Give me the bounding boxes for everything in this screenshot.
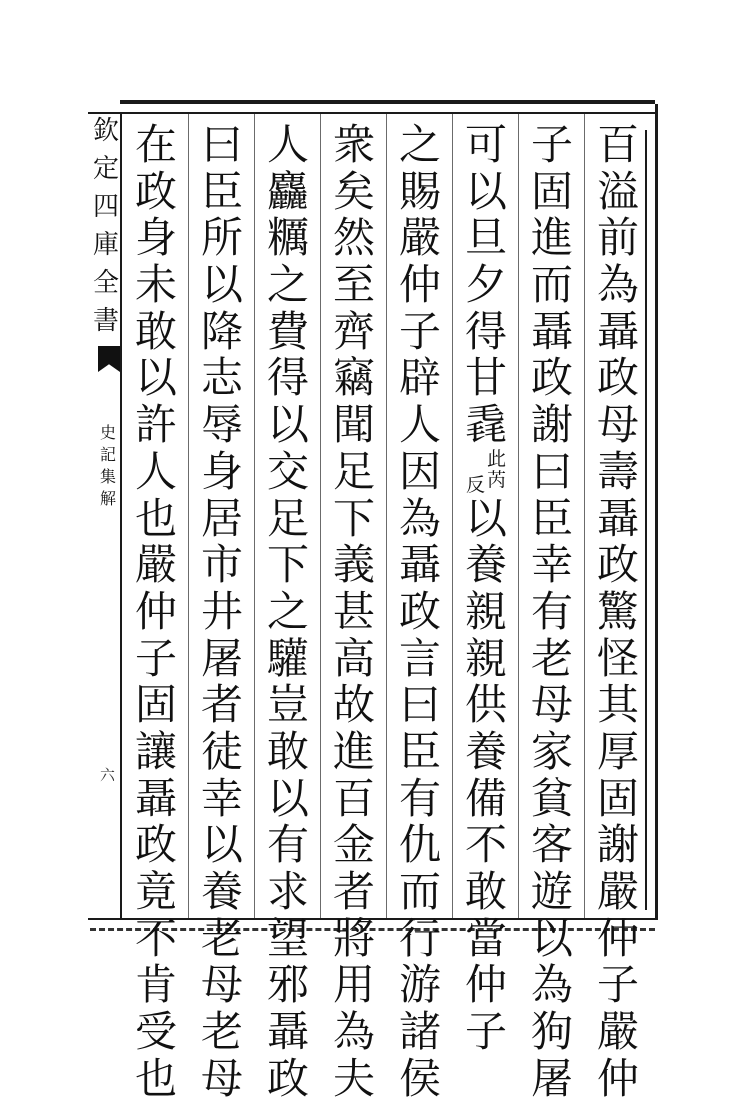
text-character: 徒: [200, 726, 243, 776]
text-character: 養: [464, 540, 507, 590]
inline-annotation: [466, 449, 506, 496]
text-character: 竊: [332, 353, 375, 403]
text-character: 因: [398, 446, 441, 496]
text-character: 故: [332, 680, 375, 730]
text-character: 而: [398, 867, 441, 916]
text-character: 百: [332, 773, 375, 823]
text-character: 未: [134, 260, 177, 310]
text-character: 家: [530, 726, 573, 776]
text-character: 仲: [464, 960, 507, 1010]
text-character: 屠: [200, 633, 243, 683]
text-character: 母: [596, 400, 639, 450]
text-character: 邪: [266, 960, 309, 1010]
text-character: 曰: [200, 120, 243, 169]
text-character: 政: [266, 1053, 309, 1103]
text-character: 者: [332, 867, 375, 916]
text-character: 行: [398, 913, 441, 963]
text-character: 嚴: [134, 540, 177, 590]
text-character: 聶: [596, 493, 639, 543]
text-character: 以: [266, 773, 309, 823]
text-character: 政: [398, 586, 441, 636]
text-character: 用: [332, 960, 375, 1010]
text-character: 以: [200, 260, 243, 310]
text-character: 謝: [596, 820, 639, 870]
text-character: 之: [266, 260, 309, 310]
left-border: [120, 112, 122, 920]
text-character: 固: [134, 680, 177, 730]
text-character: 當: [464, 913, 507, 963]
text-character: 也: [134, 493, 177, 543]
text-character: 政: [530, 353, 573, 403]
text-character: 侯: [398, 1053, 441, 1103]
annotation-right: [487, 449, 506, 496]
text-character: 下: [266, 540, 309, 590]
text-character: 厚: [596, 726, 639, 776]
text-character: 至: [332, 260, 375, 310]
text-character: 貧: [530, 773, 573, 823]
text-character: 親: [464, 633, 507, 683]
text-column-6: [260, 122, 316, 1102]
text-character: 之: [266, 586, 309, 636]
text-column-7: [194, 122, 250, 1102]
margin-book-title: [92, 112, 120, 340]
text-character: 以: [200, 820, 243, 870]
text-character: 母: [200, 1053, 243, 1103]
fishtail-mark: [98, 346, 120, 372]
text-character: 所: [200, 213, 243, 263]
text-column-5: [326, 122, 382, 1102]
text-character: 足: [266, 493, 309, 543]
text-character: 人: [266, 120, 309, 169]
text-character: 母: [530, 680, 573, 730]
text-character: 高: [332, 633, 375, 683]
text-character: 固: [530, 166, 573, 216]
text-character: 進: [530, 213, 573, 263]
annotation-character: 反: [465, 473, 485, 496]
text-character: 市: [200, 540, 243, 590]
text-character: 井: [200, 586, 243, 636]
column-divider: [584, 114, 585, 918]
text-character: 足: [332, 446, 375, 496]
text-character: 老: [200, 913, 243, 963]
text-character: 矣: [332, 166, 375, 216]
text-character: 壽: [596, 446, 639, 496]
text-character: 竟: [134, 867, 177, 916]
text-character: 身: [134, 213, 177, 263]
text-character: 賜: [398, 166, 441, 216]
text-character: 謝: [530, 400, 573, 450]
margin-character: 四: [92, 192, 119, 222]
text-character: 前: [596, 213, 639, 263]
text-character: 為: [398, 493, 441, 543]
text-character: 有: [266, 820, 309, 870]
text-character: 養: [200, 867, 243, 916]
text-character: 臣: [200, 166, 243, 216]
text-character: 夫: [332, 1053, 375, 1103]
text-character: 怪: [596, 633, 639, 683]
text-character: 仇: [398, 820, 441, 870]
text-character: 望: [266, 913, 309, 963]
text-character: 聶: [530, 306, 573, 356]
text-character: 志: [200, 353, 243, 403]
text-character: 辱: [200, 400, 243, 450]
text-character: 屠: [530, 1053, 573, 1103]
margin-character: 記: [99, 445, 116, 464]
text-character: 敢: [266, 726, 309, 776]
text-character: 言: [398, 633, 441, 683]
text-character: 嚴: [596, 1007, 639, 1057]
text-character: 臣: [530, 493, 573, 543]
column-divider: [518, 114, 519, 918]
text-column-3-after: [458, 493, 514, 1057]
text-character: 敢: [464, 867, 507, 916]
text-character: 居: [200, 493, 243, 543]
text-character: 之: [398, 120, 441, 169]
text-character: 不: [134, 913, 177, 963]
text-column-2: [524, 122, 580, 1102]
margin-character: 集: [99, 467, 116, 486]
text-character: 嚴: [596, 867, 639, 916]
text-character: 交: [266, 446, 309, 496]
text-character: 聞: [332, 400, 375, 450]
text-character: 得: [266, 353, 309, 403]
text-character: 為: [332, 1007, 375, 1057]
text-character: 溢: [596, 166, 639, 216]
text-character: 其: [596, 680, 639, 730]
text-character: 驩: [266, 633, 309, 683]
text-character: 齊: [332, 306, 375, 356]
text-character: 人: [134, 446, 177, 496]
text-character: 曰: [398, 680, 441, 730]
text-character: 政: [596, 540, 639, 590]
text-character: 備: [464, 773, 507, 823]
text-character: 幸: [530, 540, 573, 590]
text-character: 政: [134, 166, 177, 216]
text-character: 衆: [332, 120, 375, 169]
text-character: 子: [596, 960, 639, 1010]
text-character: 養: [464, 726, 507, 776]
column-divider: [386, 114, 387, 918]
margin-page-number: 六: [100, 766, 116, 784]
text-character: 有: [530, 586, 573, 636]
text-character: 旦: [464, 213, 507, 263]
top-border-thick: [120, 100, 655, 104]
text-character: 狗: [530, 1007, 573, 1057]
column-divider: [188, 114, 189, 918]
text-character: 受: [134, 1007, 177, 1057]
margin-character: 欽: [92, 116, 119, 146]
margin-character: 史: [99, 423, 116, 442]
text-character: 夕: [464, 260, 507, 310]
text-character: 聶: [134, 773, 177, 823]
text-character: 辟: [398, 353, 441, 403]
text-character: 仲: [398, 260, 441, 310]
text-character: 讓: [134, 726, 177, 776]
text-character: 仲: [596, 1053, 639, 1103]
text-character: 許: [134, 400, 177, 450]
text-character: 幸: [200, 773, 243, 823]
text-character: 身: [200, 446, 243, 496]
text-character: 甘: [464, 353, 507, 403]
text-column-3-before: [458, 122, 514, 402]
text-character: 聶: [596, 306, 639, 356]
text-character: 為: [596, 260, 639, 310]
text-character: 以: [464, 493, 507, 543]
top-border-thin: [88, 112, 658, 114]
text-character: 嚴: [398, 213, 441, 263]
text-character: 求: [266, 867, 309, 916]
text-character: 也: [134, 1053, 177, 1103]
margin-character: 全: [92, 268, 119, 298]
text-character: 進: [332, 726, 375, 776]
text-character: 政: [134, 820, 177, 870]
text-character: 下: [332, 493, 375, 543]
right-border-outer: [655, 104, 658, 920]
text-character: 將: [332, 913, 375, 963]
margin-subtitle: [98, 422, 118, 510]
text-character: 肯: [134, 960, 177, 1010]
column-divider: [320, 114, 321, 918]
text-character: 聶: [398, 540, 441, 590]
text-character: 得: [464, 306, 507, 356]
text-character: 為: [530, 960, 573, 1010]
text-character: 義: [332, 540, 375, 590]
text-character: 子: [398, 306, 441, 356]
text-column-3-glossed-char: 毳: [464, 400, 507, 450]
text-character: 然: [332, 213, 375, 263]
text-character: 人: [398, 400, 441, 450]
text-character: 糲: [266, 213, 309, 263]
text-column-8: [128, 122, 184, 1102]
text-character: 供: [464, 680, 507, 730]
text-character: 麤: [266, 166, 309, 216]
text-character: 驚: [596, 586, 639, 636]
text-character: 降: [200, 306, 243, 356]
column-divider: [254, 114, 255, 918]
annotation-character: 芮: [487, 468, 507, 491]
text-character: 老: [200, 1007, 243, 1057]
text-column-3: [458, 122, 514, 1056]
text-column-1: [590, 122, 646, 1102]
text-character: 客: [530, 820, 573, 870]
text-character: 母: [200, 960, 243, 1010]
margin-character: 定: [92, 154, 119, 184]
text-character: 子: [134, 633, 177, 683]
text-character: 遊: [530, 867, 573, 916]
text-character: 不: [464, 820, 507, 870]
text-character: 敢: [134, 306, 177, 356]
text-character: 子: [530, 120, 573, 169]
text-character: 豈: [266, 680, 309, 730]
text-character: 臣: [398, 726, 441, 776]
text-character: 仲: [596, 913, 639, 963]
text-character: 老: [530, 633, 573, 683]
text-character: 固: [596, 773, 639, 823]
margin-character: 書: [92, 306, 119, 336]
margin-character: 解: [99, 489, 116, 508]
margin-character: 庫: [92, 230, 119, 260]
text-character: 而: [530, 260, 573, 310]
annotation-character: 此: [487, 447, 507, 470]
text-character: 仲: [134, 586, 177, 636]
text-character: 費: [266, 306, 309, 356]
text-character: 政: [596, 353, 639, 403]
column-divider: [452, 114, 453, 918]
text-character: 以: [464, 166, 507, 216]
text-character: 以: [266, 400, 309, 450]
text-character: 游: [398, 960, 441, 1010]
text-character: 百: [596, 120, 639, 169]
text-column-4: [392, 122, 448, 1102]
text-character: 在: [134, 120, 177, 169]
annotation-left: [466, 449, 485, 496]
text-character: 聶: [266, 1007, 309, 1057]
text-character: 甚: [332, 586, 375, 636]
text-character: 子: [464, 1007, 507, 1057]
text-character: 曰: [530, 446, 573, 496]
text-character: 以: [530, 913, 573, 963]
text-character: 以: [134, 353, 177, 403]
text-character: 親: [464, 586, 507, 636]
text-character: 金: [332, 820, 375, 870]
text-character: 者: [200, 680, 243, 730]
text-character: 有: [398, 773, 441, 823]
text-character: 可: [464, 120, 507, 169]
text-character: 諸: [398, 1007, 441, 1057]
